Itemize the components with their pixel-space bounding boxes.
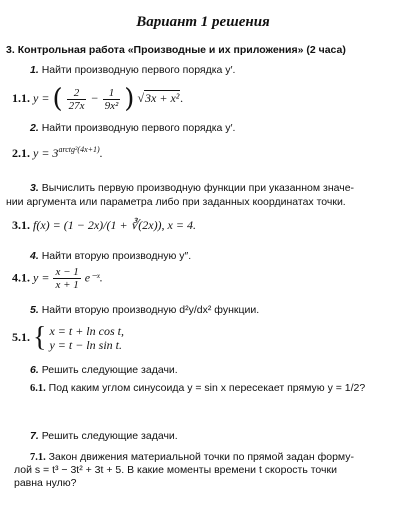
problem-label: 7.1.: [30, 452, 46, 463]
section-heading: [6, 44, 346, 56]
problem-7-1: [30, 451, 354, 463]
task-number: 6.: [30, 364, 39, 376]
problem-7-1-cont: [14, 464, 337, 476]
section-number: 3.: [6, 44, 15, 56]
task-text: Вычислить первую производную функции при указанном значе-: [41, 182, 355, 194]
problem-text: равна нулю?: [14, 477, 77, 489]
task-text: Решить следующие задачи.: [41, 364, 178, 376]
task-text: нии аргумента или параметра либо при заданных координатах точки.: [6, 196, 346, 208]
task-text: Найти вторую производную d²y/dx² функции.: [41, 304, 260, 316]
problem-label: 4.1.: [12, 270, 30, 285]
problem-text: Закон движения материальной точки по прямой задан форму-: [48, 451, 355, 463]
problem-7-1-cont2: [14, 477, 76, 489]
task-text: Найти производную первого порядка y′.: [41, 64, 236, 76]
brace: {: [33, 322, 47, 353]
problem-4-1: [12, 266, 103, 291]
task-text: Найти вторую производную y″.: [41, 250, 192, 262]
task-5: [30, 304, 259, 316]
problem-label: 3.1.: [12, 218, 30, 232]
task-number: 3.: [30, 182, 39, 194]
task-number: 5.: [30, 304, 39, 316]
sqrt-sign: √: [137, 90, 145, 105]
problem-label: 1.1.: [12, 90, 30, 105]
expr-lhs: y =: [33, 90, 50, 105]
expression: f(x) = (1 − 2x)/(1 + ∛(2x)), x = 4.: [33, 218, 196, 232]
problem-6-1: [30, 382, 365, 394]
task-1: [30, 64, 235, 76]
minus-sign: −: [90, 90, 99, 105]
task-number: 1.: [30, 64, 39, 76]
fraction: $\frac{x - 1}{x + 1}$: [55, 266, 79, 291]
problem-5-1: [12, 322, 124, 354]
fraction: $\frac{2}{27x}$: [68, 86, 85, 112]
task-text: Решить следующие задачи.: [41, 430, 178, 442]
radicand: 3x + x²: [145, 90, 180, 105]
task-4: [30, 250, 191, 262]
fraction: $\frac{1}{\text{9x²}}$: [104, 86, 119, 112]
expr-tail: e⁻ˣ.: [84, 270, 103, 285]
equation-system: x = t + ln cos t, y = t − ln sin t.: [49, 324, 124, 352]
task-number: 7.: [30, 430, 39, 442]
left-paren: (: [52, 84, 63, 114]
right-paren: ): [124, 84, 135, 114]
task-2: [30, 122, 235, 134]
task-number: 4.: [30, 250, 39, 262]
task-text: Найти производную первого порядка y′.: [41, 122, 236, 134]
task-6: [30, 364, 178, 376]
exponent: arctg²(4x+1): [58, 145, 100, 154]
task-7: [30, 430, 178, 442]
problem-3-1: [12, 218, 196, 233]
problem-2-1: 2.1. $y = 3^{arctg^2(4x+1)}$.: [12, 145, 103, 160]
task-number: 2.: [30, 122, 39, 134]
problem-text: Под каким углом синусоида y = sin x пересекает прямую y = 1/2?: [48, 382, 366, 394]
expr-lhs: y =: [33, 270, 50, 285]
page-title: Вариант 1 решения: [136, 14, 270, 30]
problem-label: 5.1.: [12, 329, 30, 344]
problem-1-1: 1.1. y = ( $\frac{2}{27x}$ − $\frac{1}{\text{9x²}}$ ) √3x + x².: [12, 84, 184, 114]
problem-label: 2.1.: [12, 146, 30, 160]
task-3: [30, 182, 354, 194]
task-3-cont: [6, 196, 346, 208]
problem-text: лой s = t³ − 3t² + 3t + 5. В какие моменты времени t скорость точки: [14, 464, 337, 476]
expr-lhs: y = 3: [33, 146, 59, 160]
section-text: Контрольная работа «Производные и их приложения» (2 часа): [17, 44, 346, 56]
problem-label: 6.1.: [30, 383, 46, 394]
